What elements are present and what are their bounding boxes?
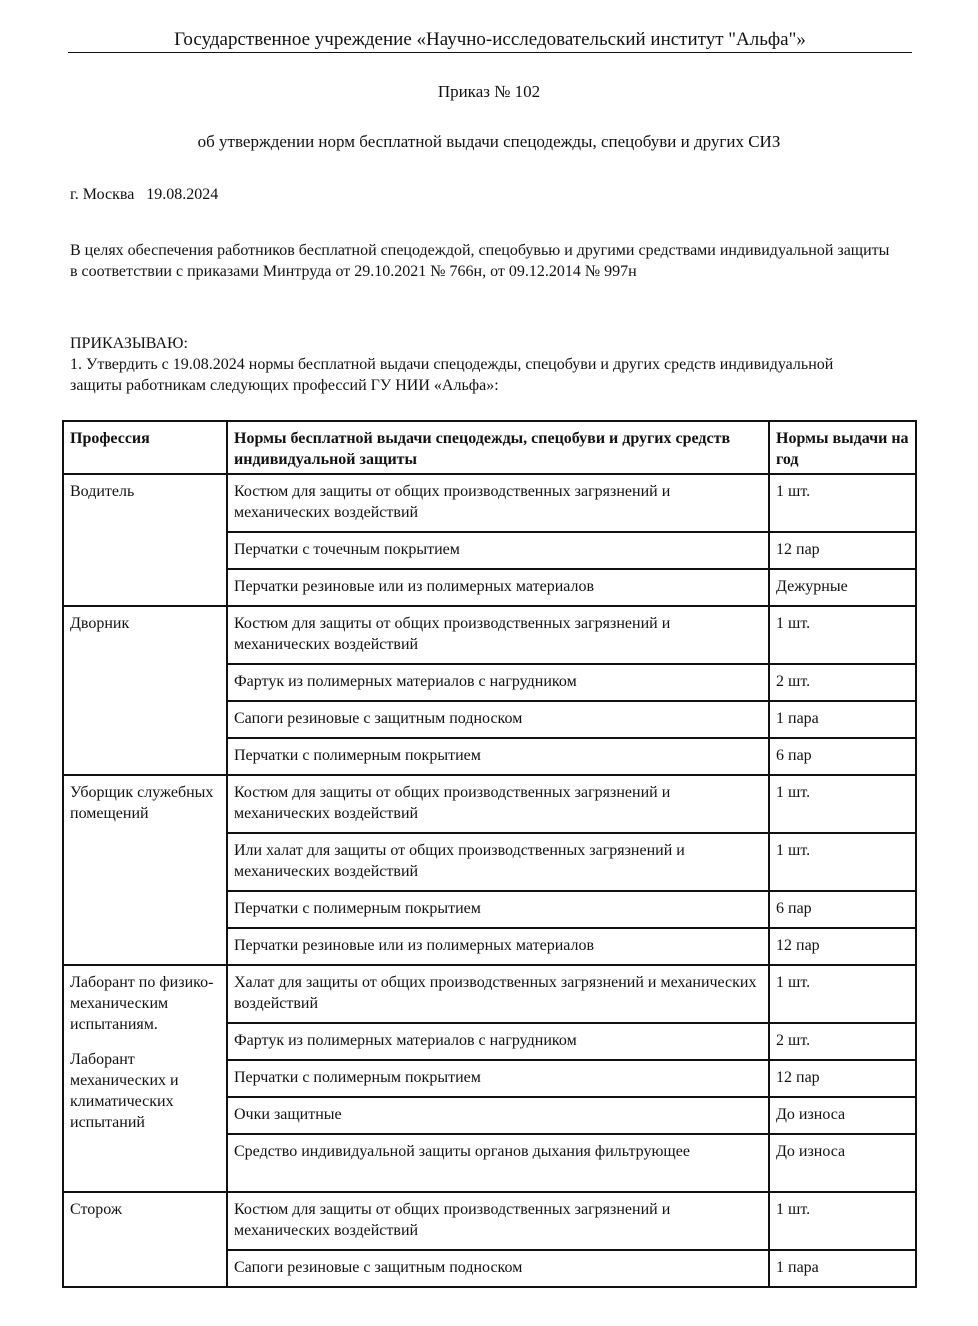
ppe-item-cell: Халат для защиты от общих производственных загрязнений и механических воздействий (227, 965, 769, 1023)
ppe-norm-cell: 2 шт. (769, 664, 916, 701)
ppe-norm-cell: 1 шт. (769, 474, 916, 532)
order-subject: об утверждении норм бесплатной выдачи спецодежды, спецобуви и других СИЗ (197, 132, 781, 151)
table-row (63, 474, 916, 532)
profession-name-2: Лаборант механических и климатических испытаний (70, 1051, 179, 1131)
table-row (63, 965, 916, 1023)
profession-cell (63, 1192, 227, 1287)
ppe-item-cell: Средство индивидуальной защиты органов дыхания фильтрующее (227, 1134, 769, 1192)
ppe-norm-cell: 1 шт. (769, 606, 916, 664)
ppe-norm-cell: 1 шт. (769, 1192, 916, 1250)
ppe-item-cell: Или халат для защиты от общих производственных загрязнений и механических воздействий (227, 833, 769, 891)
table-header-row (63, 421, 916, 474)
profession-spacer (70, 1035, 221, 1049)
ppe-norm-cell: 6 пар (769, 891, 916, 928)
ppe-item-cell: Костюм для защиты от общих производственных загрязнений и механических воздействий (227, 474, 769, 532)
preamble-text: В целях обеспечения работников бесплатной спецодеждой, спецобувью и другими средствами индивидуальной защиты в соответствии с приказами Минтруда от 29.10.2021 № 766н, от 09.12.2014 № 997н (70, 242, 890, 280)
ppe-item-cell: Перчатки резиновые или из полимерных материалов (227, 569, 769, 606)
ppe-item-cell: Костюм для защиты от общих производственных загрязнений и механических воздействий (227, 775, 769, 833)
ppe-item-cell: Перчатки резиновые или из полимерных материалов (227, 928, 769, 965)
profession-cell (63, 965, 227, 1192)
ppe-norm-cell: Дежурные (769, 569, 916, 606)
ppe-item-cell: Сапоги резиновые с защитным подноском (227, 1250, 769, 1287)
ppe-item-cell: Перчатки с полимерным покрытием (227, 738, 769, 775)
ppe-item-cell: Перчатки с полимерным покрытием (227, 891, 769, 928)
ppe-norm-cell: 2 шт. (769, 1023, 916, 1060)
profession-cell (63, 775, 227, 965)
ppe-item-cell: Костюм для защиты от общих производственных загрязнений и механических воздействий (227, 1192, 769, 1250)
order-title: Приказ № 102 (437, 82, 541, 101)
header-norm: Нормы выдачи на год (769, 421, 916, 474)
ppe-item-cell: Перчатки с точечным покрытием (227, 532, 769, 569)
ppe-item-cell: Фартук из полимерных материалов с нагрудником (227, 1023, 769, 1060)
ppe-norm-cell: 12 пар (769, 1060, 916, 1097)
table-row (63, 1192, 916, 1250)
profession-name: Уборщик служебных помещений (70, 784, 214, 822)
place-date: г. Москва 19.08.2024 (70, 186, 219, 203)
ppe-item-cell: Фартук из полимерных материалов с нагрудником (227, 664, 769, 701)
ppe-item-cell: Перчатки с полимерным покрытием (227, 1060, 769, 1097)
ppe-norm-cell: 1 шт. (769, 965, 916, 1023)
ppe-norm-cell: 1 шт. (769, 833, 916, 891)
command-word: ПРИКАЗЫВАЮ: (70, 335, 188, 352)
profession-name: Дворник (70, 615, 130, 632)
profession-name: Водитель (70, 483, 135, 500)
ppe-norm-cell: 12 пар (769, 928, 916, 965)
profession-name: Лаборант по физико-механическим испытаниям. (70, 974, 214, 1033)
norms-table (62, 420, 917, 1288)
order-item-1: 1. Утвердить с 19.08.2024 нормы бесплатной выдачи спецодежды, спецобуви и других средств индивидуальной защиты работникам следующих профессий ГУ НИИ «Альфа»: (70, 356, 834, 394)
profession-cell (63, 474, 227, 606)
ppe-norm-cell: До износа (769, 1134, 916, 1192)
header-profession: Профессия (63, 421, 227, 474)
organization-name: Государственное учреждение «Научно-исследовательский институт "Альфа"» (68, 28, 912, 53)
table-row (63, 775, 916, 833)
profession-name: Сторож (70, 1201, 122, 1218)
ppe-item-cell: Очки защитные (227, 1097, 769, 1134)
ppe-norm-cell: 12 пар (769, 532, 916, 569)
norms-table-body (63, 421, 916, 1287)
ppe-item-cell: Сапоги резиновые с защитным подноском (227, 701, 769, 738)
ppe-norm-cell: 1 пара (769, 701, 916, 738)
ppe-norm-cell: До износа (769, 1097, 916, 1134)
ppe-norm-cell: 6 пар (769, 738, 916, 775)
ppe-norm-cell: 1 пара (769, 1250, 916, 1287)
table-row (63, 606, 916, 664)
ppe-norm-cell: 1 шт. (769, 775, 916, 833)
ppe-item-cell: Костюм для защиты от общих производственных загрязнений и механических воздействий (227, 606, 769, 664)
profession-cell (63, 606, 227, 775)
header-items: Нормы бесплатной выдачи спецодежды, спецобуви и других средств индивидуальной защиты (227, 421, 769, 474)
